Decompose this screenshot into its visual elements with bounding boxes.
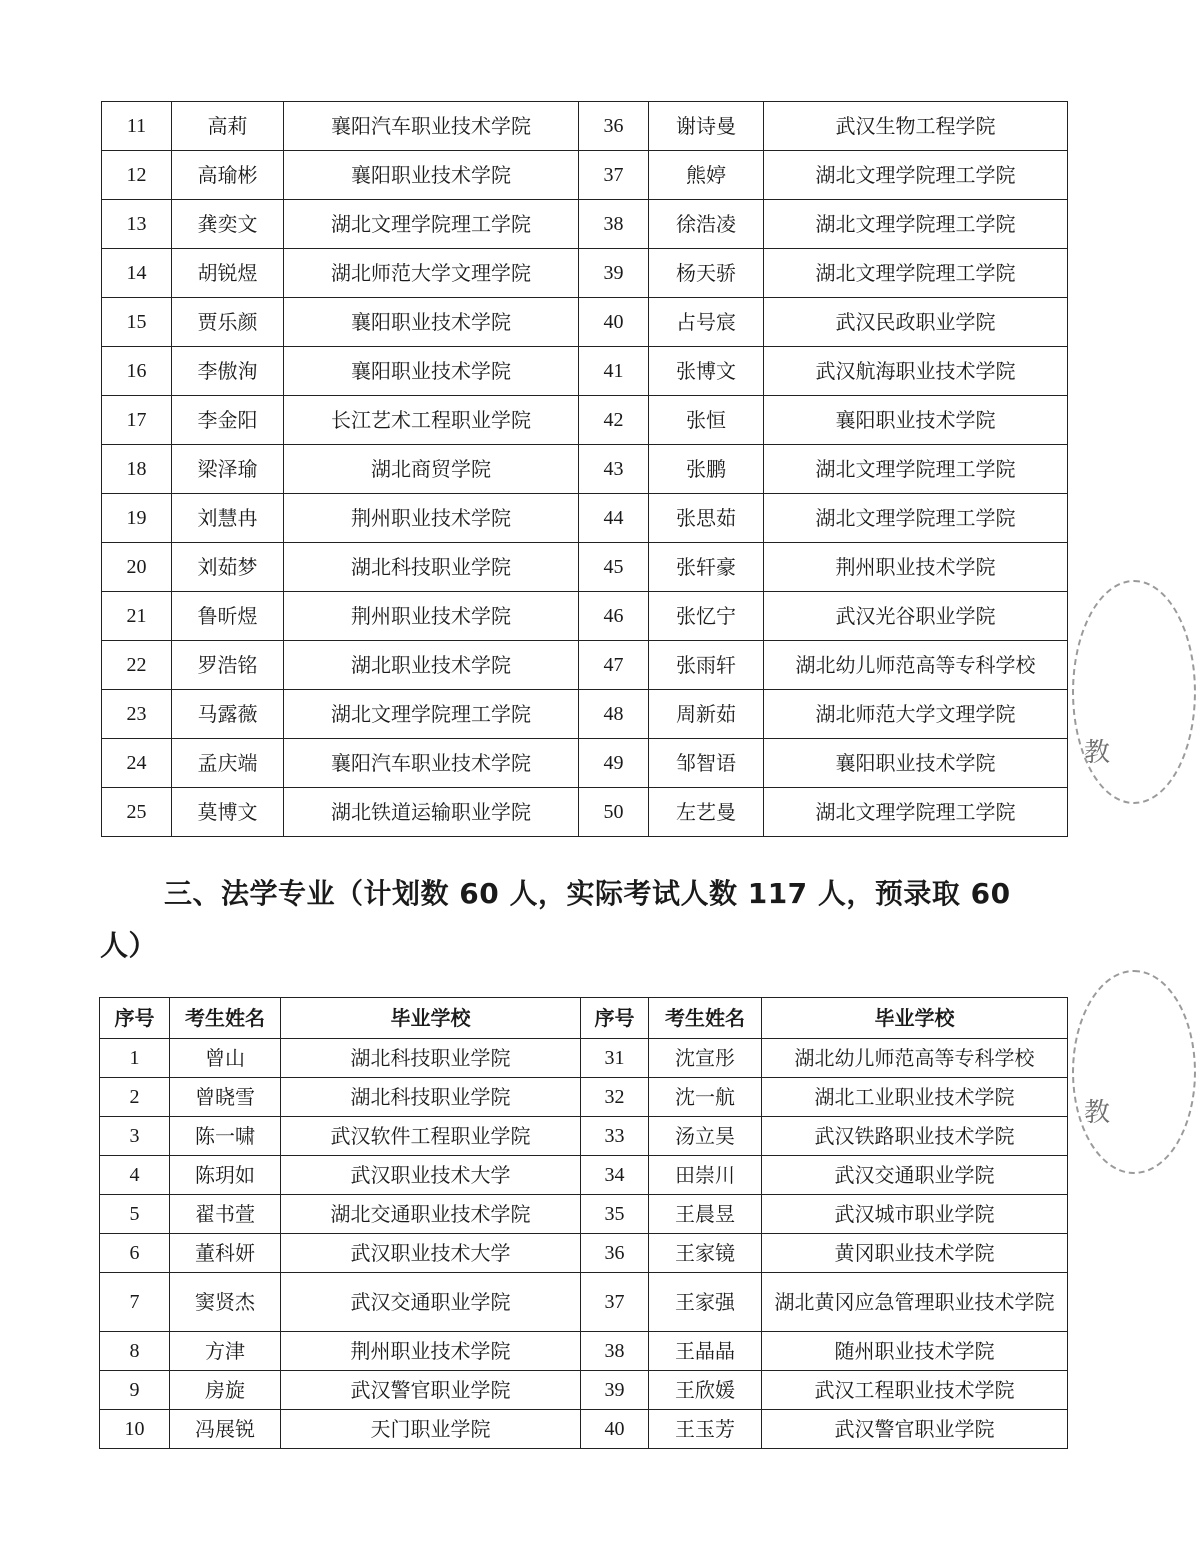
header-index: 序号 (100, 998, 170, 1039)
cell-name: 王玉芳 (649, 1410, 762, 1449)
cell-school: 湖北科技职业学院 (281, 1078, 581, 1117)
cell-index: 19 (102, 494, 172, 543)
cell-index: 44 (579, 494, 649, 543)
cell-school: 荆州职业技术学院 (284, 592, 579, 641)
cell-index: 39 (581, 1371, 649, 1410)
cell-name: 王晶晶 (649, 1332, 762, 1371)
header-name: 考生姓名 (649, 998, 762, 1039)
cell-index: 9 (100, 1371, 170, 1410)
cell-name: 占号宸 (649, 298, 764, 347)
header-school: 毕业学校 (762, 998, 1068, 1039)
cell-index: 48 (579, 690, 649, 739)
table-row (100, 1371, 1068, 1410)
cell-school: 武汉职业技术大学 (281, 1156, 581, 1195)
cell-name: 张轩豪 (649, 543, 764, 592)
cell-school: 湖北文理学院理工学院 (764, 494, 1068, 543)
cell-school: 荆州职业技术学院 (764, 543, 1068, 592)
cell-index: 20 (102, 543, 172, 592)
cell-school: 湖北黄冈应急管理职业技术学院 (762, 1273, 1068, 1332)
cell-name: 曾晓雪 (170, 1078, 281, 1117)
cell-school: 武汉铁路职业技术学院 (762, 1117, 1068, 1156)
table-row (102, 298, 1068, 347)
cell-school: 武汉交通职业学院 (281, 1273, 581, 1332)
table-row (100, 1078, 1068, 1117)
table-row (102, 788, 1068, 837)
cell-school: 武汉城市职业学院 (762, 1195, 1068, 1234)
cell-index: 36 (581, 1234, 649, 1273)
cell-name: 曾山 (170, 1039, 281, 1078)
cell-name: 梁泽瑜 (172, 445, 284, 494)
cell-school: 湖北师范大学文理学院 (764, 690, 1068, 739)
cell-index: 1 (100, 1039, 170, 1078)
cell-school: 武汉光谷职业学院 (764, 592, 1068, 641)
cell-index: 37 (581, 1273, 649, 1332)
table-row (102, 494, 1068, 543)
cell-school: 湖北工业职业技术学院 (762, 1078, 1068, 1117)
cell-name: 汤立昊 (649, 1117, 762, 1156)
header-school: 毕业学校 (281, 998, 581, 1039)
cell-index: 41 (579, 347, 649, 396)
cell-school: 黄冈职业技术学院 (762, 1234, 1068, 1273)
cell-index: 49 (579, 739, 649, 788)
cell-index: 36 (579, 102, 649, 151)
cell-name: 杨天骄 (649, 249, 764, 298)
table-row (100, 1195, 1068, 1234)
cell-name: 王晨昱 (649, 1195, 762, 1234)
admission-table-part1 (101, 101, 1068, 837)
table-row (102, 249, 1068, 298)
cell-index: 14 (102, 249, 172, 298)
cell-school: 武汉航海职业技术学院 (764, 347, 1068, 396)
cell-school: 襄阳汽车职业技术学院 (284, 739, 579, 788)
cell-school: 武汉职业技术大学 (281, 1234, 581, 1273)
cell-school: 襄阳汽车职业技术学院 (284, 102, 579, 151)
cell-school: 荆州职业技术学院 (284, 494, 579, 543)
table-row (102, 200, 1068, 249)
cell-school: 湖北科技职业学院 (281, 1039, 581, 1078)
table-row (102, 102, 1068, 151)
cell-index: 46 (579, 592, 649, 641)
cell-school: 湖北文理学院理工学院 (764, 200, 1068, 249)
table-row (100, 1332, 1068, 1371)
cell-index: 43 (579, 445, 649, 494)
cell-name: 陈一啸 (170, 1117, 281, 1156)
seal-glyph: 教 (1084, 1098, 1111, 1128)
cell-name: 马露薇 (172, 690, 284, 739)
cell-school: 湖北文理学院理工学院 (284, 200, 579, 249)
cell-name: 高莉 (172, 102, 284, 151)
cell-name: 方津 (170, 1332, 281, 1371)
section-heading-law: 三、法学专业（计划数 60 人，实际考试人数 117 人，预录取 60 人） (100, 877, 1011, 962)
cell-school: 襄阳职业技术学院 (284, 298, 579, 347)
cell-school: 襄阳职业技术学院 (284, 347, 579, 396)
cell-index: 7 (100, 1273, 170, 1332)
cell-name: 张恒 (649, 396, 764, 445)
cell-index: 21 (102, 592, 172, 641)
cell-school: 武汉警官职业学院 (281, 1371, 581, 1410)
cell-school: 荆州职业技术学院 (281, 1332, 581, 1371)
cell-name: 刘慧冉 (172, 494, 284, 543)
cell-index: 45 (579, 543, 649, 592)
table-row (102, 543, 1068, 592)
cell-index: 22 (102, 641, 172, 690)
table-header-row (100, 998, 1068, 1039)
cell-index: 23 (102, 690, 172, 739)
cell-school: 武汉软件工程职业学院 (281, 1117, 581, 1156)
cell-name: 张鹏 (649, 445, 764, 494)
cell-index: 2 (100, 1078, 170, 1117)
cell-index: 8 (100, 1332, 170, 1371)
cell-name: 孟庆端 (172, 739, 284, 788)
cell-index: 5 (100, 1195, 170, 1234)
cell-name: 王家镜 (649, 1234, 762, 1273)
cell-name: 陈玥如 (170, 1156, 281, 1195)
cell-name: 董科妍 (170, 1234, 281, 1273)
cell-index: 47 (579, 641, 649, 690)
cell-index: 33 (581, 1117, 649, 1156)
cell-school: 襄阳职业技术学院 (284, 151, 579, 200)
cell-name: 谢诗曼 (649, 102, 764, 151)
cell-name: 莫博文 (172, 788, 284, 837)
cell-index: 42 (579, 396, 649, 445)
cell-name: 左艺曼 (649, 788, 764, 837)
table-row (102, 739, 1068, 788)
cell-index: 13 (102, 200, 172, 249)
cell-name: 房旋 (170, 1371, 281, 1410)
cell-name: 鲁昕煜 (172, 592, 284, 641)
cell-index: 12 (102, 151, 172, 200)
cell-school: 天门职业学院 (281, 1410, 581, 1449)
cell-index: 16 (102, 347, 172, 396)
cell-name: 刘茹梦 (172, 543, 284, 592)
cell-school: 长江艺术工程职业学院 (284, 396, 579, 445)
cell-name: 李傲洵 (172, 347, 284, 396)
cell-name: 王欣媛 (649, 1371, 762, 1410)
cell-school: 湖北铁道运输职业学院 (284, 788, 579, 837)
header-index: 序号 (581, 998, 649, 1039)
cell-index: 6 (100, 1234, 170, 1273)
cell-name: 沈一航 (649, 1078, 762, 1117)
table-row (100, 1410, 1068, 1449)
cell-school: 襄阳职业技术学院 (764, 739, 1068, 788)
cell-name: 张雨轩 (649, 641, 764, 690)
cell-school: 湖北文理学院理工学院 (764, 445, 1068, 494)
cell-index: 24 (102, 739, 172, 788)
cell-school: 湖北幼儿师范高等专科学校 (762, 1039, 1068, 1078)
official-seal-stamp (1072, 970, 1196, 1174)
cell-index: 39 (579, 249, 649, 298)
cell-name: 张思茹 (649, 494, 764, 543)
table-row (102, 641, 1068, 690)
cell-name: 高瑜彬 (172, 151, 284, 200)
cell-index: 3 (100, 1117, 170, 1156)
table-row (102, 151, 1068, 200)
cell-index: 4 (100, 1156, 170, 1195)
table-row (102, 445, 1068, 494)
cell-index: 40 (581, 1410, 649, 1449)
cell-school: 湖北商贸学院 (284, 445, 579, 494)
cell-school: 湖北师范大学文理学院 (284, 249, 579, 298)
table-row (102, 592, 1068, 641)
cell-name: 田崇川 (649, 1156, 762, 1195)
table-row (102, 396, 1068, 445)
cell-name: 龚奕文 (172, 200, 284, 249)
cell-index: 17 (102, 396, 172, 445)
cell-name: 王家强 (649, 1273, 762, 1332)
cell-index: 10 (100, 1410, 170, 1449)
table-row (100, 1156, 1068, 1195)
cell-name: 张博文 (649, 347, 764, 396)
cell-index: 18 (102, 445, 172, 494)
cell-school: 湖北文理学院理工学院 (764, 788, 1068, 837)
cell-school: 湖北交通职业技术学院 (281, 1195, 581, 1234)
cell-index: 34 (581, 1156, 649, 1195)
cell-index: 32 (581, 1078, 649, 1117)
seal-glyph: 教 (1084, 738, 1111, 768)
table-row (100, 1234, 1068, 1273)
cell-school: 武汉警官职业学院 (762, 1410, 1068, 1449)
table-row (100, 1117, 1068, 1156)
cell-name: 翟书萱 (170, 1195, 281, 1234)
table-row (100, 1039, 1068, 1078)
cell-name: 李金阳 (172, 396, 284, 445)
cell-school: 湖北科技职业学院 (284, 543, 579, 592)
official-seal-stamp (1072, 580, 1196, 804)
cell-name: 徐浩凌 (649, 200, 764, 249)
cell-index: 25 (102, 788, 172, 837)
table-row (102, 690, 1068, 739)
cell-name: 张忆宁 (649, 592, 764, 641)
cell-index: 40 (579, 298, 649, 347)
admission-table-law (99, 997, 1068, 1449)
table-row (102, 347, 1068, 396)
cell-index: 38 (581, 1332, 649, 1371)
cell-school: 武汉民政职业学院 (764, 298, 1068, 347)
cell-school: 湖北职业技术学院 (284, 641, 579, 690)
cell-school: 湖北文理学院理工学院 (764, 249, 1068, 298)
cell-name: 熊婷 (649, 151, 764, 200)
cell-school: 武汉生物工程学院 (764, 102, 1068, 151)
cell-school: 随州职业技术学院 (762, 1332, 1068, 1371)
cell-name: 窦贤杰 (170, 1273, 281, 1332)
cell-name: 贾乐颜 (172, 298, 284, 347)
cell-index: 50 (579, 788, 649, 837)
table-row (100, 1273, 1068, 1332)
cell-index: 35 (581, 1195, 649, 1234)
cell-index: 31 (581, 1039, 649, 1078)
cell-name: 冯展锐 (170, 1410, 281, 1449)
cell-school: 武汉交通职业学院 (762, 1156, 1068, 1195)
cell-index: 38 (579, 200, 649, 249)
cell-index: 37 (579, 151, 649, 200)
cell-school: 襄阳职业技术学院 (764, 396, 1068, 445)
cell-index: 11 (102, 102, 172, 151)
cell-school: 湖北文理学院理工学院 (764, 151, 1068, 200)
header-name: 考生姓名 (170, 998, 281, 1039)
cell-school: 湖北文理学院理工学院 (284, 690, 579, 739)
cell-school: 武汉工程职业技术学院 (762, 1371, 1068, 1410)
cell-school: 湖北幼儿师范高等专科学校 (764, 641, 1068, 690)
cell-name: 周新茹 (649, 690, 764, 739)
cell-name: 沈宣彤 (649, 1039, 762, 1078)
cell-index: 15 (102, 298, 172, 347)
cell-name: 罗浩铭 (172, 641, 284, 690)
cell-name: 邹智语 (649, 739, 764, 788)
cell-name: 胡锐煜 (172, 249, 284, 298)
